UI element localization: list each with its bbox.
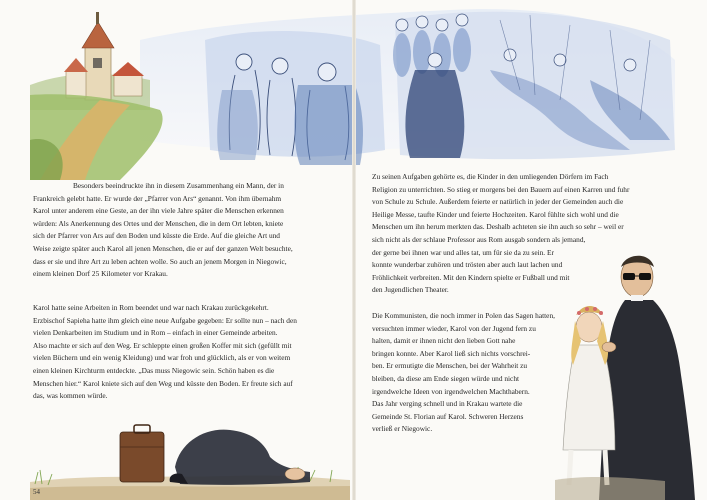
text-line: den Jugendlichen Theater. [372,285,449,295]
text-line: Gemeinde St. Florian auf Karol. Schweren Herzens [372,411,524,421]
text-line: irgendwelche Ideen von irgendwelchen Machthabern. [372,386,530,396]
text-line: verließ er Niegowic. [372,424,433,434]
kneeling-priest-illustration [30,412,350,500]
text-line: Die Kommunisten, die noch immer in Polen das Sagen hatten, [372,311,555,320]
text-line: Fröhlichkeit verbreiten. Mit den Kindern spielte er Fußball und mit [372,272,570,282]
text-line: Erzbischof Sapieha hatte ihm gleich eine neue Aufgabe gegeben: Er sollte nun – nach den [33,315,297,325]
text-line: konnte wunderbar zuhören und trösten aber auch laut lachen und [372,260,563,270]
text-line: versuchten immer wieder, Karol von der Jugend fern zu [372,323,536,333]
text-line: würden: Als Anerkennung des Ortes und der Menschen, die in dem Ort lebten, kniete [33,218,284,228]
text-line: bleiben, da diese am Ende siegen würde und nicht [372,373,520,383]
text-line: Menschen hier.“ Karol kniete sich auf den Weg und küsste den Boden. Er freute sich auf [33,378,293,388]
text-line: Karol hatte seine Arbeiten in Rom beendet und war nach Krakau zurückgekehrt. [33,303,269,312]
text-line: Zu seinen Aufgaben gehörte es, die Kinder in den umliegenden Dörfern im Fach [372,172,609,181]
text-line: halten, damit er ihnen nicht den lieben Gott nahe [372,336,516,346]
text-line: Das Jahr verging schnell und in Krakau wartete die [372,399,523,409]
text-line: das, was kommen würde. [33,391,108,401]
text-line: der gerne bei ihnen war und alles tat, um für sie da zu sein. Er [372,247,554,257]
book-gutter [352,0,356,500]
text-line: Frankreich gelebt hatte. Er wurde der „Pfarrer von Ars“ genannt. Von ihm übernahm [33,193,282,203]
text-line: Menschen um ihn herum merkten das. Deshalb achteten sie ihn auch so sehr – weil er [372,222,624,232]
text-line: Besonders beeindruckte ihn in diesem Zusammenhang ein Mann, der in [73,181,284,190]
left-paragraph-1 [33,180,293,281]
right-paragraph-2 [372,310,555,436]
page-number: 54 [33,488,40,496]
text-line: Karol unter anderem eine Geste, an der ihn viele Jahre später die Menschen erkennen [33,206,284,216]
text-line: Religion zu unterrichten. So stieg er morgens bei den Bauern auf einen Karren und fuhr [372,184,630,194]
left-paragraph-2 [33,302,297,403]
text-line: einen kleinen Kirchturm entdeckte. „Das muss Niegowic sein. Schön haben es die [33,365,275,375]
text-line: vielen Büchern und ein wenig Kleidung) und war froh und glücklich, als er von weitem [33,353,291,363]
text-line: bringen konnte. Aber Karol ließ sich nichts vorschrei- [372,348,531,358]
priest-and-girl-illustration [555,245,707,500]
text-line: Also machte er sich auf den Weg. Er schleppte einen großen Koffer mit sich (gefüllt mit [33,340,292,350]
text-line: Heilige Messe, taufte Kinder und feierte Hochzeiten. Karol fühlte sich wohl und die [372,209,619,219]
text-line: Weise zeigte später auch Karol all jenen Menschen, die er auf der ganzen Welt besuchte, [33,243,293,253]
text-line: einem kleinen Dorf 25 Kilometer vor Krakau. [33,269,168,279]
text-line: sich der Pfarrer von Ars auf den Boden und küsste die Erde. Auf die gleiche Art und [33,231,280,241]
text-line: sich nicht als der schlaue Professor aus Rom ausgab sondern als jemand, [372,234,586,244]
text-line: von Schule zu Schule. Außerdem feierte er natürlich in jeder der Gemeinden auch die [372,197,624,207]
text-line: vielen Denkarbeiten im Studium und in Rom – einfach in einer Gemeinde arbeiten. [33,328,278,338]
text-line: ben. Er ermutigte die Menschen, bei der Wahrheit zu [372,361,528,371]
text-line: dass er sie und ihre Art zu leben achten wolle. So auch an jenem Morgen in Niegowic, [33,256,287,266]
